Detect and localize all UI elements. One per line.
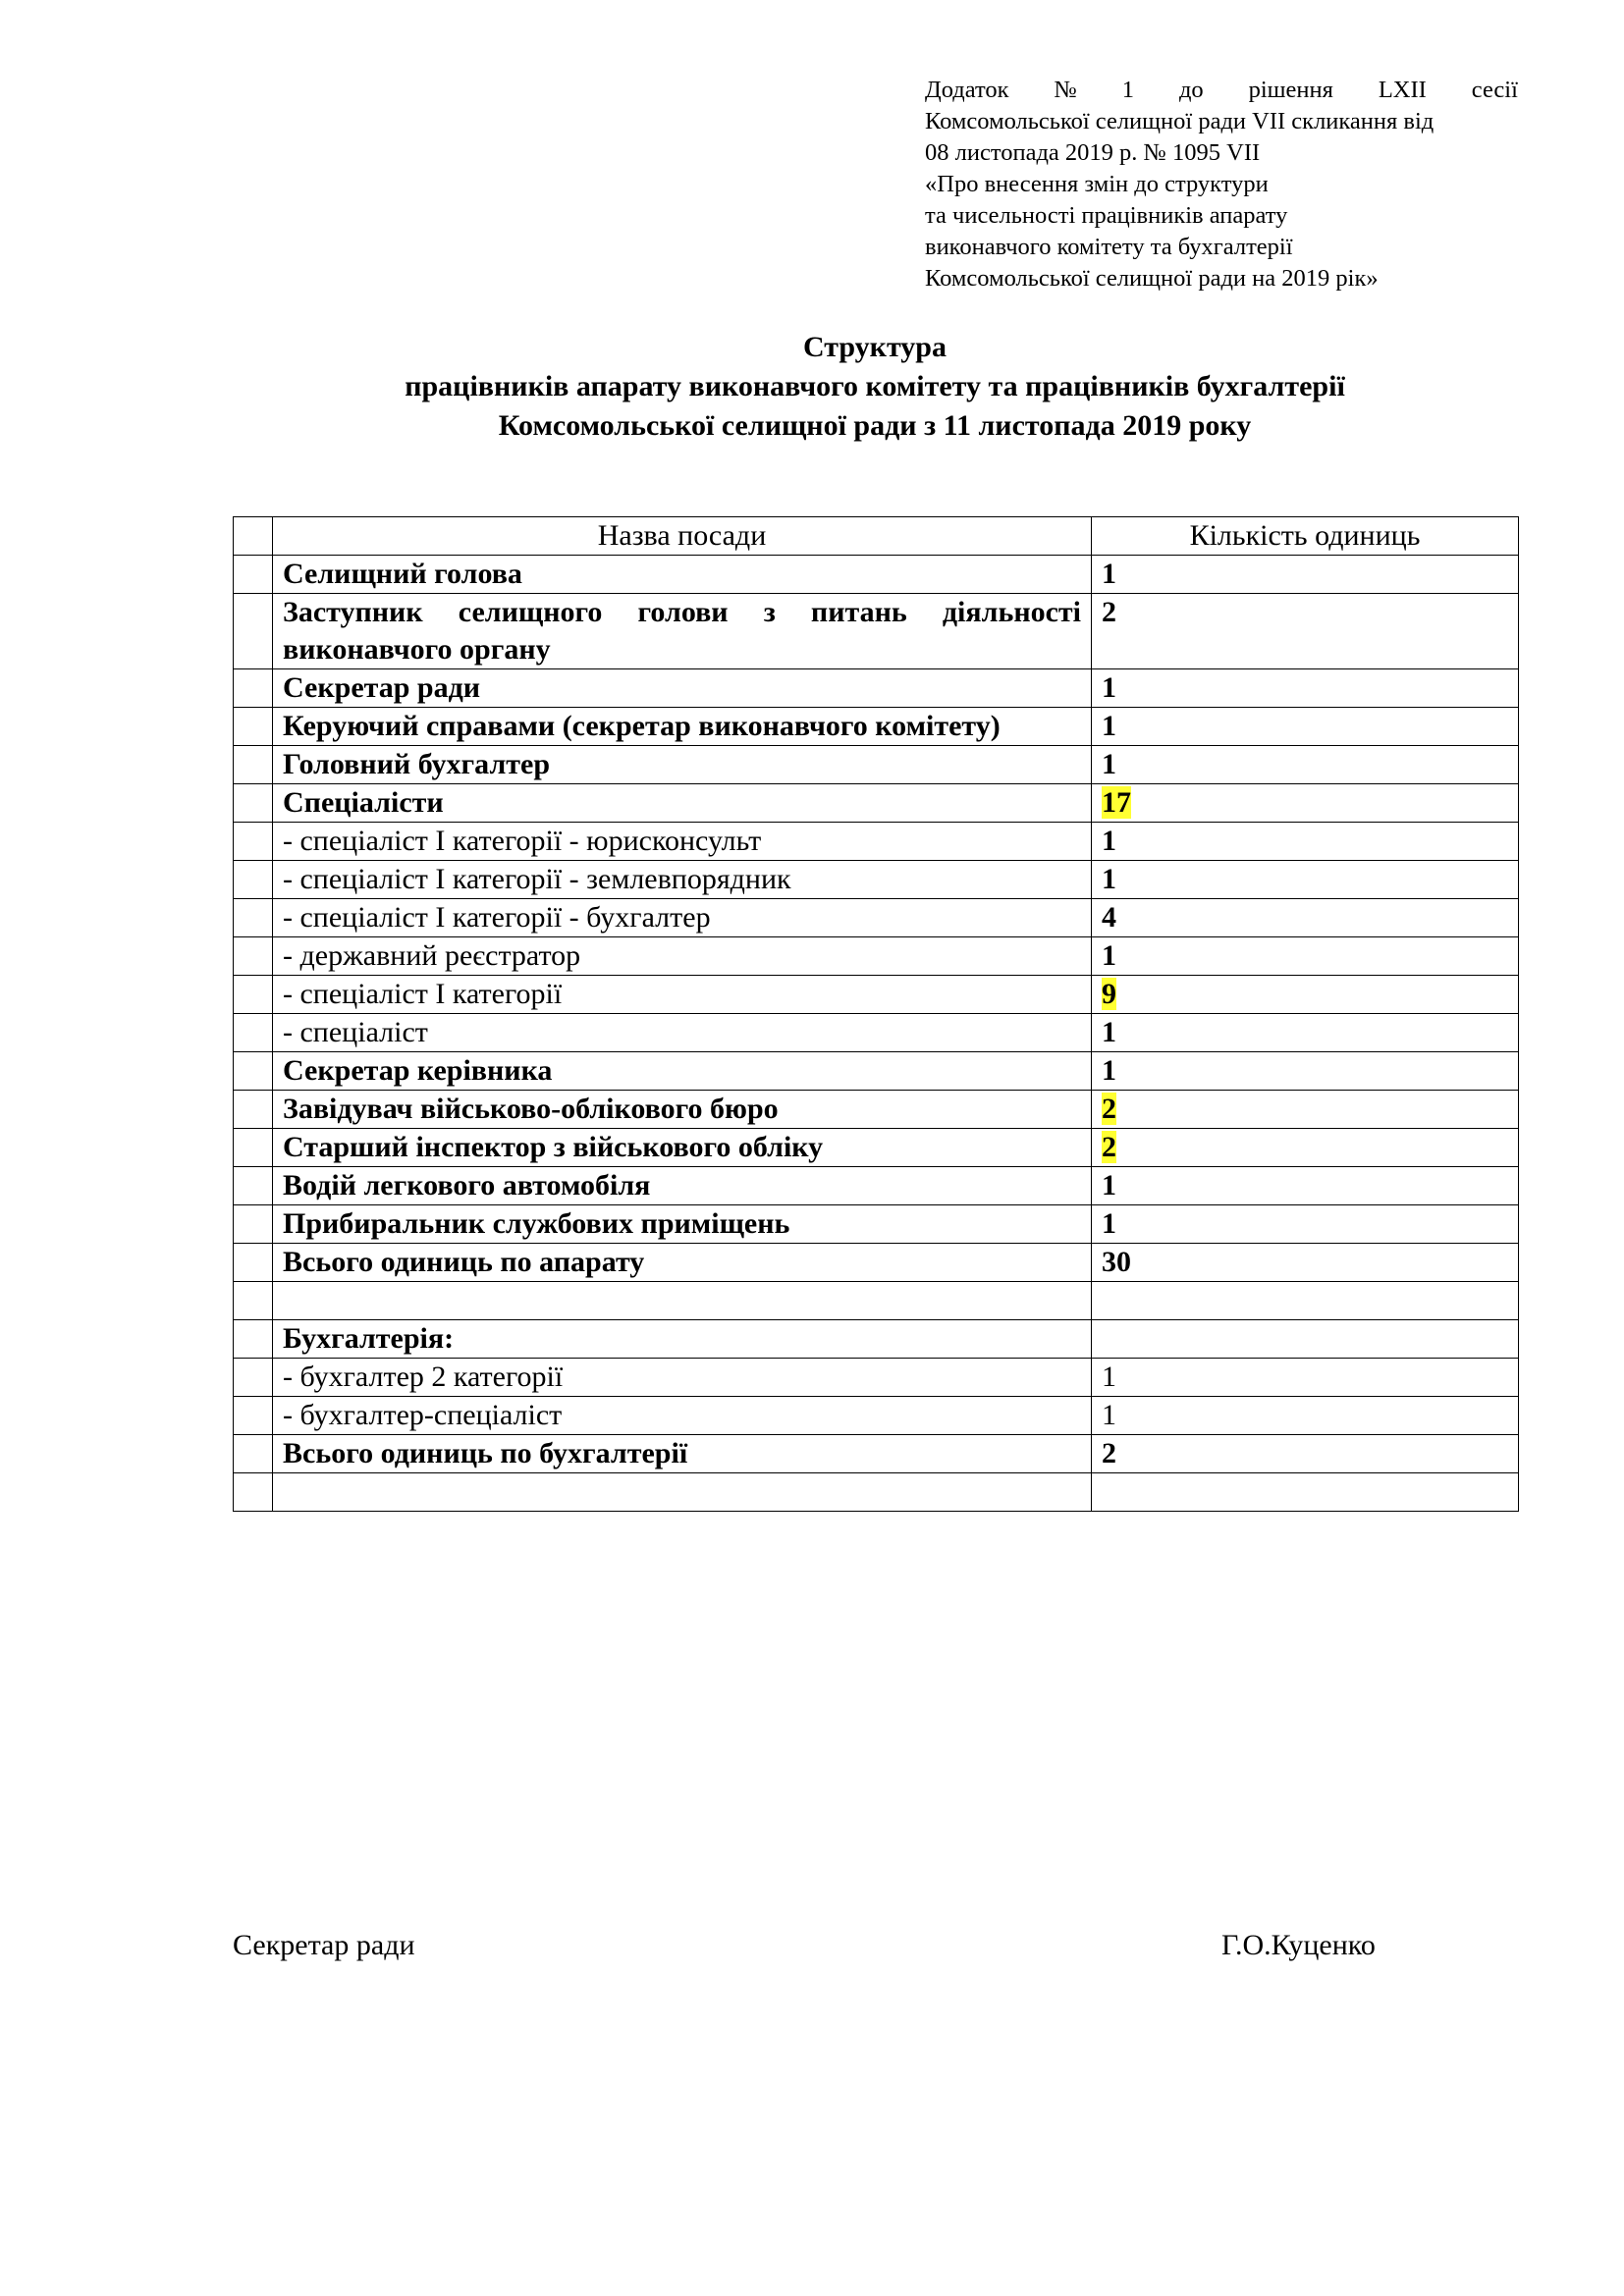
- annex-word: Додаток: [925, 77, 1009, 103]
- table-row: [234, 1129, 1519, 1167]
- row-number: [234, 1359, 273, 1397]
- title-line-1: Структура: [803, 331, 947, 363]
- signatory-name: Г.О.Куценко: [1221, 1929, 1376, 1961]
- position-name: - спеціаліст: [273, 1014, 1092, 1052]
- row-number: [234, 1205, 273, 1244]
- table-row: [234, 784, 1519, 823]
- highlighted-unit-count: 2: [1102, 1093, 1116, 1125]
- unit-count: 2: [1092, 594, 1519, 669]
- position-name: Керуючий справами (секретар виконавчого комітету): [273, 708, 1092, 746]
- position-name: Всього одиниць по апарату: [273, 1244, 1092, 1282]
- annex-line-2: Комсомольської селищної ради VII скликання від: [925, 108, 1435, 134]
- table-row: [234, 746, 1519, 784]
- annex-word: LXII: [1378, 77, 1427, 103]
- table-row: [234, 1397, 1519, 1435]
- section-title: Бухгалтерія:: [273, 1320, 1092, 1359]
- position-name: Головний бухгалтер: [273, 746, 1092, 784]
- unit-count-cell: [1092, 1129, 1519, 1167]
- unit-count: 2: [1092, 1435, 1519, 1473]
- unit-count: 1: [1092, 1167, 1519, 1205]
- position-name: [273, 1473, 1092, 1512]
- signatory-position: Секретар ради: [233, 1929, 415, 1961]
- row-number: [234, 1473, 273, 1512]
- annex-line-3: 08 листопада 2019 р. № 1095 VII: [925, 139, 1261, 166]
- annex-word: рішення: [1248, 77, 1333, 103]
- row-number: [234, 1014, 273, 1052]
- annex-line-1: [925, 75, 1518, 106]
- row-number: [234, 556, 273, 594]
- position-name: - спеціаліст І категорії - землевпорядник: [273, 861, 1092, 899]
- table-row: [234, 976, 1519, 1014]
- table-row-total: [234, 1435, 1519, 1473]
- title-line-2: працівників апарату виконавчого комітету та працівників бухгалтерії: [405, 370, 1345, 402]
- unit-count: [1092, 1282, 1519, 1320]
- row-number: [234, 899, 273, 937]
- highlighted-unit-count: 2: [1102, 1131, 1116, 1163]
- table-row-total: [234, 1244, 1519, 1282]
- position-name: - бухгалтер 2 категорії: [273, 1359, 1092, 1397]
- unit-count: [1092, 1473, 1519, 1512]
- row-number: [234, 669, 273, 708]
- unit-count: 1: [1092, 1014, 1519, 1052]
- unit-count: 4: [1092, 899, 1519, 937]
- header-unit-count: Кількість одиниць: [1092, 517, 1519, 556]
- row-number: [234, 1244, 273, 1282]
- row-number: [234, 746, 273, 784]
- position-name: - спеціаліст І категорії - бухгалтер: [273, 899, 1092, 937]
- position-name: Водій легкового автомобіля: [273, 1167, 1092, 1205]
- table-row: [234, 669, 1519, 708]
- row-number: [234, 861, 273, 899]
- row-number: [234, 1282, 273, 1320]
- annex-word: до: [1178, 77, 1204, 103]
- unit-count: [1092, 1320, 1519, 1359]
- title-line-3: Комсомольської селищної ради з 11 листопада 2019 року: [498, 409, 1252, 442]
- position-name: Спеціалісти: [273, 784, 1092, 823]
- unit-count: 1: [1092, 669, 1519, 708]
- position-name: [273, 1282, 1092, 1320]
- annex-word: 1: [1121, 77, 1135, 103]
- position-name: Завідувач військово-облікового бюро: [273, 1091, 1092, 1129]
- table-row: [234, 861, 1519, 899]
- table-row-empty: [234, 1473, 1519, 1512]
- position-name: Прибиральник службових приміщень: [273, 1205, 1092, 1244]
- row-number: [234, 784, 273, 823]
- staff-structure-table: [233, 516, 1519, 1512]
- annex-line-5: та чисельності працівників апарату: [925, 202, 1288, 229]
- highlighted-unit-count: 17: [1102, 786, 1131, 819]
- row-number: [234, 1052, 273, 1091]
- table-row: [234, 708, 1519, 746]
- table-row: [234, 937, 1519, 976]
- row-number: [234, 937, 273, 976]
- unit-count: 1: [1092, 861, 1519, 899]
- row-number: [234, 1435, 273, 1473]
- row-number: [234, 823, 273, 861]
- table-row: [234, 823, 1519, 861]
- annex-note: [925, 75, 1518, 294]
- table-row: [234, 1167, 1519, 1205]
- row-number: [234, 594, 273, 669]
- position-name: Заступник селищного голови з питань діяльності виконавчого органу: [273, 594, 1092, 669]
- annex-word: №: [1054, 77, 1077, 103]
- row-number: [234, 1129, 273, 1167]
- position-name: - спеціаліст І категорії - юрисконсульт: [273, 823, 1092, 861]
- position-name: Всього одиниць по бухгалтерії: [273, 1435, 1092, 1473]
- header-position-name: Назва посади: [273, 517, 1092, 556]
- position-name: Секретар ради: [273, 669, 1092, 708]
- table-row: [234, 1359, 1519, 1397]
- unit-count: 1: [1092, 823, 1519, 861]
- annex-line-6: виконавчого комітету та бухгалтерії: [925, 234, 1293, 260]
- row-number: [234, 708, 273, 746]
- unit-count-cell: [1092, 976, 1519, 1014]
- document-title: [0, 328, 1624, 446]
- unit-count-cell: [1092, 784, 1519, 823]
- annex-line-7: Комсомольської селищної ради на 2019 рік»: [925, 265, 1379, 292]
- table-row: [234, 1205, 1519, 1244]
- annex-line-4: «Про внесення змін до структури: [925, 171, 1269, 197]
- unit-count: 1: [1092, 1052, 1519, 1091]
- unit-count: 1: [1092, 708, 1519, 746]
- annex-word: сесії: [1471, 77, 1518, 103]
- unit-count: 1: [1092, 937, 1519, 976]
- position-name: Селищний голова: [273, 556, 1092, 594]
- table-row: [234, 899, 1519, 937]
- unit-count: 1: [1092, 1359, 1519, 1397]
- header-number: [234, 517, 273, 556]
- unit-count: 1: [1092, 556, 1519, 594]
- unit-count: 1: [1092, 746, 1519, 784]
- position-name: - державний реєстратор: [273, 937, 1092, 976]
- position-name: Секретар керівника: [273, 1052, 1092, 1091]
- table-row: [234, 594, 1519, 669]
- position-name: - бухгалтер-спеціаліст: [273, 1397, 1092, 1435]
- table-row-empty: [234, 1282, 1519, 1320]
- row-number: [234, 1091, 273, 1129]
- table-header-row: [234, 517, 1519, 556]
- table-row: [234, 556, 1519, 594]
- table-row: [234, 1052, 1519, 1091]
- table-row: [234, 1014, 1519, 1052]
- table-row-section: [234, 1320, 1519, 1359]
- unit-count: 1: [1092, 1205, 1519, 1244]
- row-number: [234, 1167, 273, 1205]
- unit-count: 1: [1092, 1397, 1519, 1435]
- row-number: [234, 1397, 273, 1435]
- position-name: - спеціаліст І категорії: [273, 976, 1092, 1014]
- unit-count: 30: [1092, 1244, 1519, 1282]
- row-number: [234, 1320, 273, 1359]
- position-name: Старший інспектор з військового обліку: [273, 1129, 1092, 1167]
- table-row: [234, 1091, 1519, 1129]
- highlighted-unit-count: 9: [1102, 978, 1116, 1010]
- row-number: [234, 976, 273, 1014]
- unit-count-cell: [1092, 1091, 1519, 1129]
